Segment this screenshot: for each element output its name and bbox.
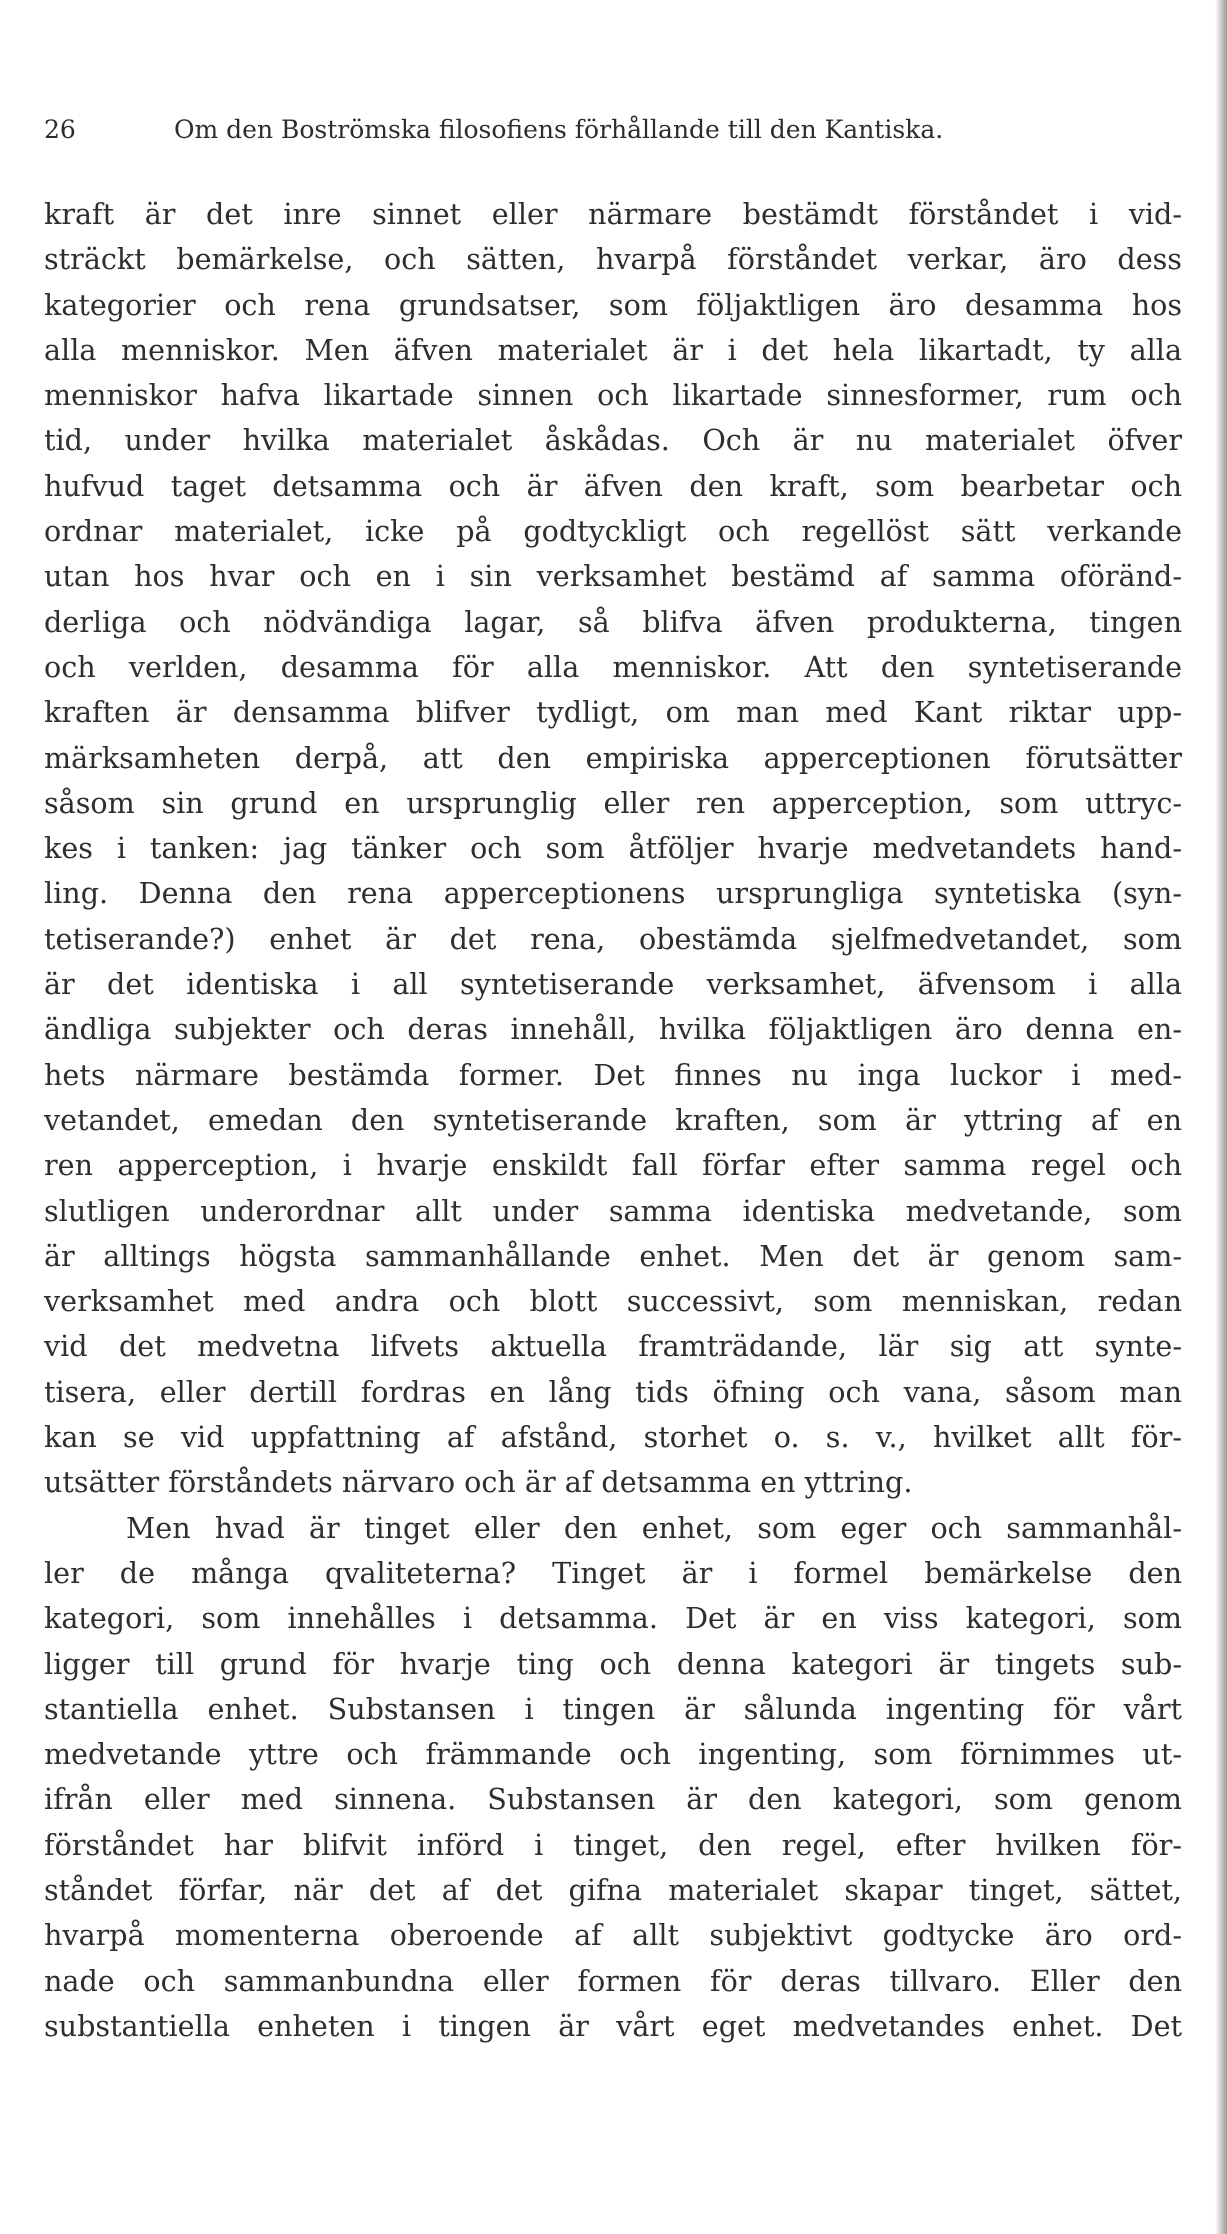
text-line: slutligen underordnar allt under samma identiska medvetande, som	[44, 1193, 1182, 1228]
text-line: såsom sin grund en ursprunglig eller ren apperception, som uttryc-	[44, 785, 1182, 820]
text-line: utan hos hvar och en i sin verksamhet bestämd af samma oföränd-	[44, 559, 1182, 594]
text-line: kategori, som innehålles i detsamma. Det är en viss kategori, som	[44, 1601, 1182, 1636]
text-line: stantiella enhet. Substansen i tingen är sålunda ingenting för vårt	[44, 1691, 1182, 1726]
text-line: kraft är det inre sinnet eller närmare bestämdt förståndet i vid-	[44, 197, 1182, 231]
text-line: kraften är densamma blifver tydligt, om man med Kant riktar upp-	[44, 695, 1182, 730]
running-header	[44, 112, 1164, 148]
text-line: ändliga subjekter och deras innehåll, hvilka följaktligen äro denna en-	[44, 1012, 1182, 1047]
text-line: är alltings högsta sammanhållande enhet. Men det är genom sam-	[44, 1238, 1182, 1273]
text-line: ligger till grund för hvarje ting och denna kategori är tingets sub-	[44, 1646, 1182, 1681]
text-line: ling. Denna den rena apperceptionens ursprungliga syntetiska (syn-	[44, 876, 1182, 911]
text-line: utsätter förståndets närvaro och är af detsamma en yttring.	[44, 1465, 913, 1500]
text-line: alla menniskor. Men äfven materialet är i det hela likartadt, ty alla	[44, 332, 1182, 367]
text-line: nade och sammanbundna eller formen för deras tillvaro. Eller den	[44, 1963, 1182, 1998]
text-line: ren apperception, i hvarje enskildt fall förfar efter samma regel och	[44, 1148, 1182, 1183]
text-line: hvarpå momenterna oberoende af allt subjektivt godtycke äro ord-	[44, 1918, 1182, 1953]
page-edge-shadow	[1215, 0, 1227, 2234]
running-title: Om den Boströmska filosofiens förhållande till den Kantiska.	[174, 115, 944, 144]
text-line: ifrån eller med sinnena. Substansen är den kategori, som genom	[44, 1782, 1182, 1817]
text-line: substantiella enheten i tingen är vårt eget medvetandes enhet. Det	[44, 2008, 1182, 2043]
text-line: ler de många qvaliteterna? Tinget är i formel bemärkelse den	[44, 1555, 1182, 1590]
text-line: ordnar materialet, icke på godtyckligt och regellöst sätt verkande	[44, 514, 1182, 549]
text-line: märksamheten derpå, att den empiriska apperceptionen förutsätter	[44, 740, 1182, 775]
text-line: hufvud taget detsamma och är äfven den kraft, som bearbetar och	[44, 468, 1182, 503]
text-line: är det identiska i all syntetiserande verksamhet, äfvensom i alla	[44, 967, 1182, 1002]
text-line: sträckt bemärkelse, och sätten, hvarpå förståndet verkar, äro dess	[44, 242, 1182, 277]
text-line: förståndet har blifvit införd i tinget, den regel, efter hvilken för-	[44, 1827, 1182, 1862]
text-line: derliga och nödvändiga lagar, så blifva äfven produkterna, tingen	[44, 604, 1182, 639]
text-line: och verlden, desamma för alla menniskor. Att den syntetiserande	[44, 649, 1182, 684]
text-line: tetiserande?) enhet är det rena, obestämda sjelfmedvetandet, som	[44, 921, 1182, 956]
text-line: tisera, eller dertill fordras en lång tids öfning och vana, såsom man	[44, 1374, 1182, 1409]
text-line: vid det medvetna lifvets aktuella framträdande, lär sig att synte-	[44, 1329, 1182, 1364]
text-line: verksamhet med andra och blott successivt, som menniskan, redan	[44, 1284, 1182, 1319]
text-line: medvetande yttre och främmande och ingenting, som förnimmes ut-	[44, 1737, 1182, 1772]
text-line: hets närmare bestämda former. Det finnes nu inga luckor i med-	[44, 1057, 1182, 1092]
text-line: menniskor hafva likartade sinnen och likartade sinnesformer, rum och	[44, 378, 1182, 413]
text-line: kategorier och rena grundsatser, som följaktligen äro desamma hos	[44, 287, 1182, 322]
body-text	[44, 192, 1182, 2049]
text-line: vetandet, emedan den syntetiserande kraften, som är yttring af en	[44, 1102, 1182, 1137]
paragraph-start-line: Men hvad är tinget eller den enhet, som eger och sammanhål-	[126, 1510, 1182, 1545]
text-line: ståndet förfar, när det af det gifna materialet skapar tinget, sättet,	[44, 1872, 1182, 1907]
text-line: kes i tanken: jag tänker och som åtföljer hvarje medvetandets hand-	[44, 831, 1182, 866]
text-line: kan se vid uppfattning af afstånd, storhet o. s. v., hvilket allt för-	[44, 1420, 1182, 1455]
text-line: tid, under hvilka materialet åskådas. Och är nu materialet öfver	[44, 423, 1182, 458]
page-number: 26	[44, 115, 76, 144]
